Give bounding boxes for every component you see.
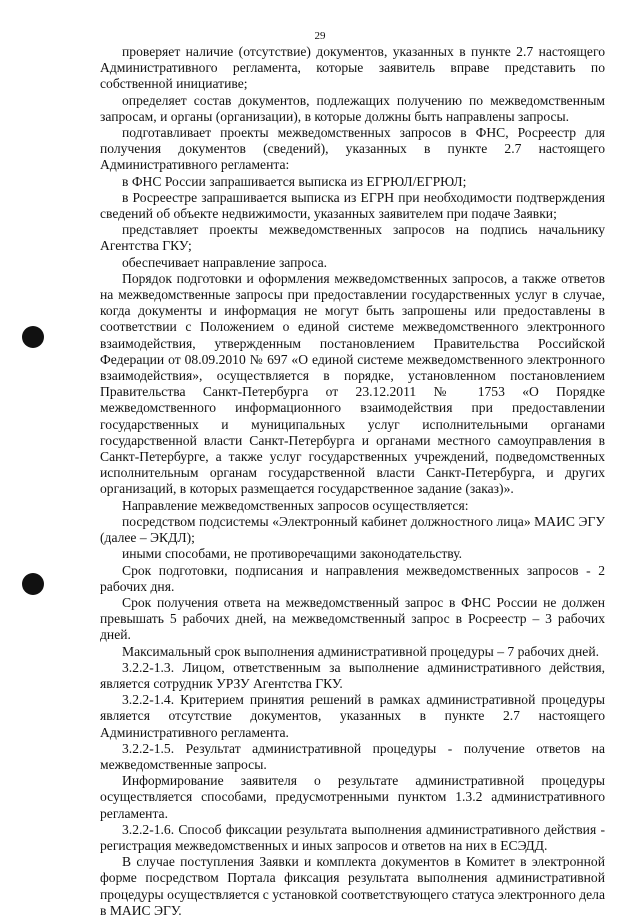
paragraph: иными способами, не противоречащими законодательству. bbox=[122, 546, 463, 562]
paragraph: 3.2.2-1.5. Результат административной процедуры - получение ответов на межведомственные запросы. bbox=[100, 740, 605, 772]
paragraph: 3.2.2-1.4. Критерием принятия решений в рамках административной процедуры является отсутствие документов, указанных в пункте 2.7 настоящего Административного регламента. bbox=[100, 692, 605, 740]
paragraph: Направление межведомственных запросов осуществляется: bbox=[122, 497, 469, 513]
paragraph: представляет проекты межведомственных запросов на подпись начальнику Агентства ГКУ; bbox=[100, 222, 605, 254]
paragraph: посредством подсистемы «Электронный кабинет должностного лица» МАИС ЭГУ (далее – ЭКДЛ); bbox=[100, 513, 605, 546]
paragraph: В случае поступления Заявки и комплекта документов в Комитет в электронной форме посредством Портала фиксация результата выполнения административной процедуры осуществляется с установкой соответствующего статуса электронного дела в МАИС ЭГУ. bbox=[100, 854, 605, 918]
paragraph: определяет состав документов, подлежащих получению по межведомственным запросам, и органы (организации), в которые должны быть направлены запросы. bbox=[100, 92, 605, 124]
paragraph: Срок подготовки, подписания и направления межведомственных запросов - 2 рабочих дня. bbox=[100, 562, 605, 594]
paragraph: в ФНС России запрашивается выписка из ЕГРЮЛ/ЕГРЮЛ; bbox=[122, 173, 467, 189]
paragraph: проверяет наличие (отсутствие) документов, указанных в пункте 2.7 настоящего Административного регламента, которые заявитель вправе представить по собственной инициативе; bbox=[100, 44, 605, 92]
paragraph: обеспечивает направление запроса. bbox=[122, 254, 328, 270]
paragraph: Срок получения ответа на межведомственный запрос в ФНС России не должен превышать 5 рабочих дней, на межведомственный запрос в Росреестр – 3 рабочих дней. bbox=[100, 594, 605, 643]
paragraph: 3.2.2-1.3. Лицом, ответственным за выполнение административного действия, является сотрудник УРЗУ Агентства ГКУ. bbox=[100, 659, 605, 691]
paragraph: подготавливает проекты межведомственных запросов в ФНС, Росреестр для получения документов (сведений), указанных в пункте 2.7 настоящего Административного регламента: bbox=[100, 125, 605, 173]
paragraph: 3.2.2-1.6. Способ фиксации результата выполнения административного действия - регистрация межведомственных и иных запросов и ответов на них в ЕСЭДД. bbox=[100, 821, 605, 853]
punch-hole-mark bbox=[22, 573, 44, 595]
paragraph: Порядок подготовки и оформления межведомственных запросов, а также ответов на межведомственные запросы при предоставлении государственных услуг в случае, когда документы и информация не могут быть запрошены или предоставлены в соответствии с Положением о единой системе межведомственного электронного взаимодействия, утвержденным постановлением Правительства Российской Федерации от 08.09.2010 № 697 «О единой системе межведомственного электронного взаимодействия», осуществляется в порядке, установленном постановлением Правительства Санкт-Петербурга от 23.12.2011 № 1753 «О Порядке межведомственного информационного взаимодействия при предоставлении государственных и муниципальных услуг исполнительными органами государственной власти Санкт-Петербурга и органами местного самоуправления в Санкт-Петербурге, а также услуг государственных учреждений, подведомственных исполнительным органам государственной власти Санкт-Петербурга, и других организаций, в которых размещается государственное задание (заказ)». bbox=[100, 270, 605, 497]
paragraph: Информирование заявителя о результате административной процедуры осуществляется способами, предусмотренными пунктом 1.3.2 административного регламента. bbox=[100, 773, 605, 821]
punch-hole-mark bbox=[22, 326, 44, 348]
paragraph: Максимальный срок выполнения административной процедуры – 7 рабочих дней. bbox=[122, 643, 599, 659]
page-number: 29 bbox=[314, 30, 326, 42]
document-body bbox=[100, 44, 605, 919]
paragraph: в Росреестре запрашивается выписка из ЕГРН при необходимости подтверждения сведений об объекте недвижимости, указанных заявителем при подаче Заявки; bbox=[100, 189, 605, 222]
